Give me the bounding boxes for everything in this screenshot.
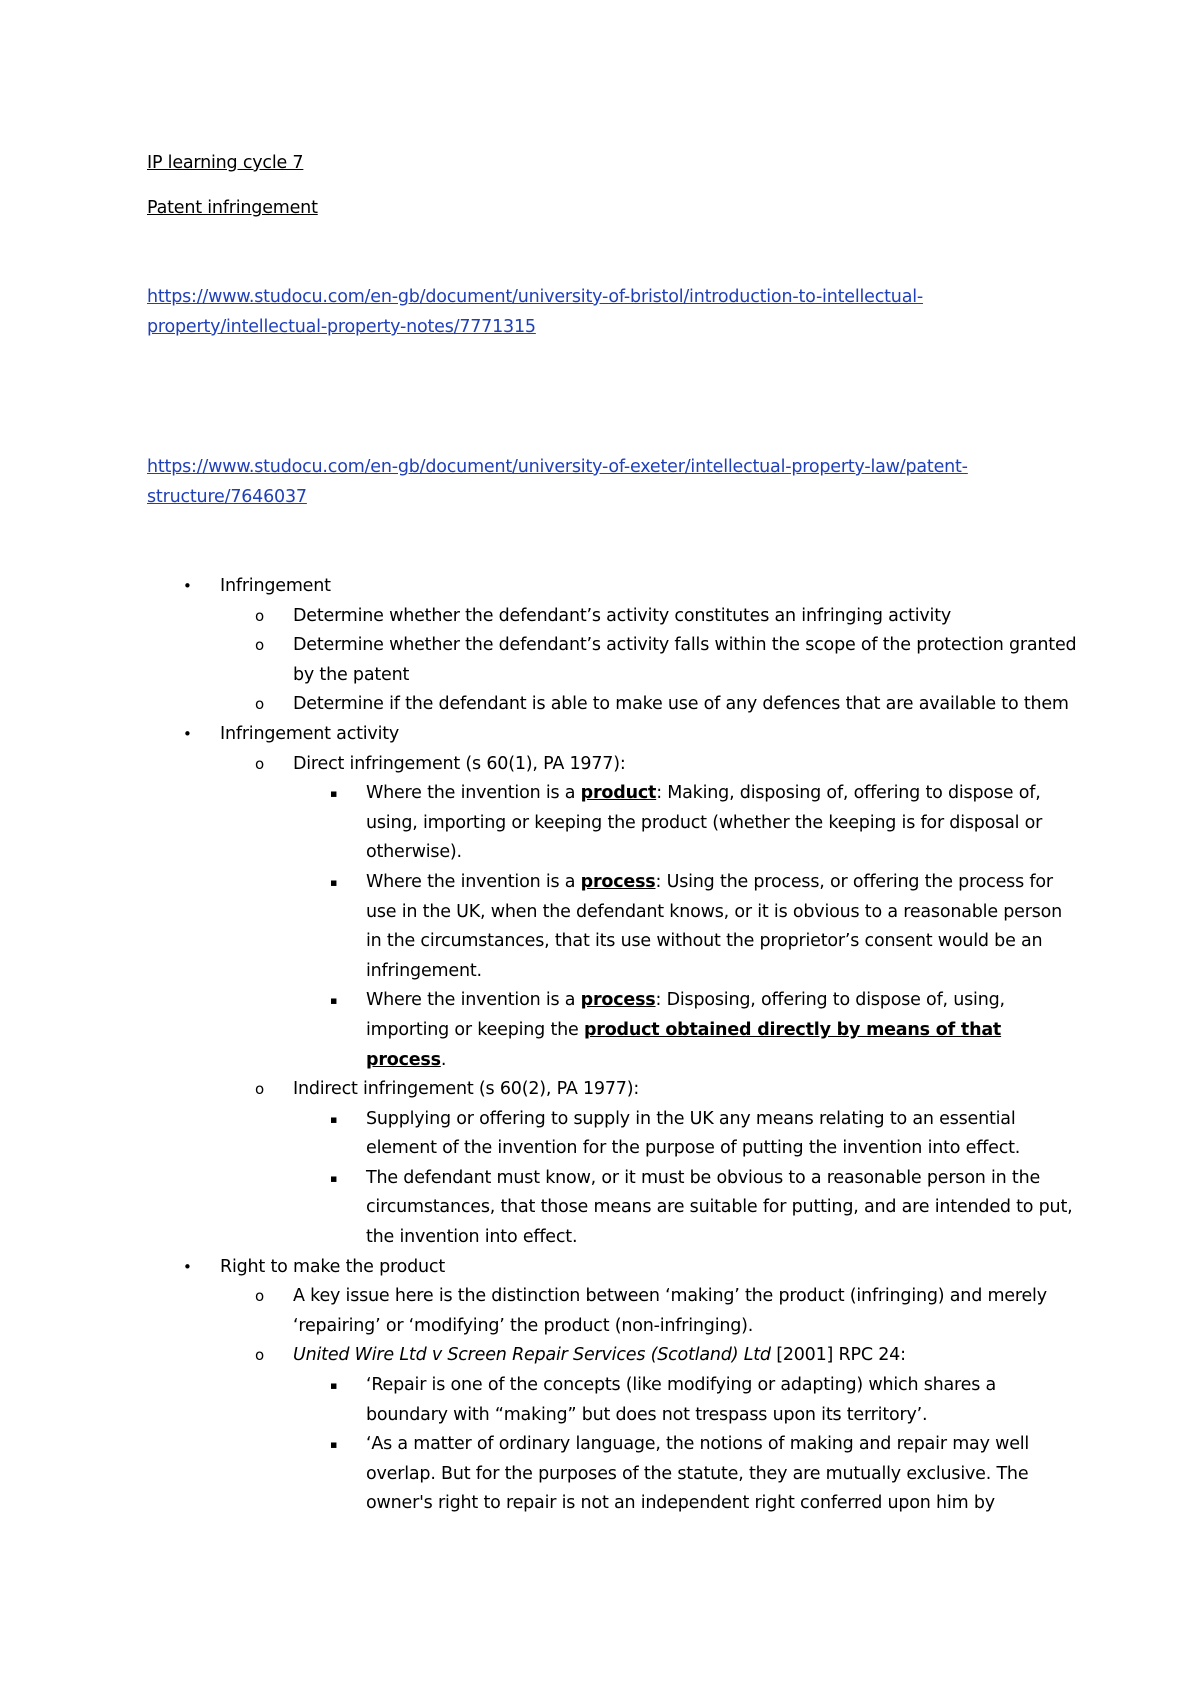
list-item: o Indirect infringement (s 60(2), PA 1977): bbox=[147, 1075, 1077, 1105]
list-item: o Determine whether the defendant’s activity constitutes an infringing activity bbox=[147, 602, 1077, 632]
square-bullet-icon: ▪ bbox=[330, 1379, 338, 1393]
circle-bullet-icon: o bbox=[255, 754, 264, 773]
link-exeter-structure[interactable]: https://www.studocu.com/en-gb/document/university-of-exeter/intellectual-property-law/patent-structure/7646037 bbox=[147, 457, 968, 507]
list-item: • Infringement bbox=[147, 572, 1077, 602]
bullet-icon: • bbox=[183, 1257, 192, 1276]
square-bullet-icon: ▪ bbox=[330, 787, 338, 801]
list-item: • Infringement activity bbox=[147, 720, 1077, 750]
list-item: ▪ Where the invention is a process: Disposing, offering to dispose of, using, importing or keeping the product obtained directly by means of that process. bbox=[147, 986, 1077, 1075]
bullet-icon: • bbox=[183, 577, 192, 595]
document-subtitle: Patent infringement bbox=[147, 198, 318, 218]
square-bullet-icon: ▪ bbox=[330, 875, 338, 889]
square-bullet-icon: ▪ bbox=[330, 1112, 338, 1126]
circle-bullet-icon: o bbox=[255, 1287, 264, 1306]
case-citation: [2001] RPC 24: bbox=[770, 1345, 906, 1366]
circle-bullet-icon: o bbox=[255, 1080, 264, 1099]
list-item: ▪ ‘Repair is one of the concepts (like modifying or adapting) which shares a boundary with “making” but does not trespass upon its territory’. bbox=[147, 1371, 1077, 1430]
circle-bullet-icon: o bbox=[255, 636, 264, 655]
bullet-icon: • bbox=[183, 724, 192, 743]
list-item: o Determine if the defendant is able to make use of any defences that are available to them bbox=[147, 690, 1077, 720]
document-title: IP learning cycle 7 bbox=[147, 153, 304, 173]
list-item bbox=[147, 1341, 1077, 1371]
case-name: United Wire Ltd v Screen Repair Services (Scotland) Ltd bbox=[293, 1345, 771, 1366]
document-body bbox=[147, 148, 1077, 1519]
circle-bullet-icon: o bbox=[255, 1346, 264, 1365]
circle-bullet-icon: o bbox=[255, 695, 264, 714]
square-bullet-icon: ▪ bbox=[330, 994, 338, 1008]
circle-bullet-icon: o bbox=[255, 606, 264, 625]
list-item: o Direct infringement (s 60(1), PA 1977): bbox=[147, 750, 1077, 780]
link-bristol-notes[interactable]: https://www.studocu.com/en-gb/document/university-of-bristol/introduction-to-intellectual-property/intellectual-property-notes/7771315 bbox=[147, 287, 924, 337]
list-item: o Determine whether the defendant’s activity falls within the scope of the protection granted by the patent bbox=[147, 631, 1077, 690]
list-item: • Right to make the product bbox=[147, 1253, 1077, 1283]
notes-list bbox=[147, 572, 1077, 1519]
square-bullet-icon: ▪ bbox=[330, 1171, 338, 1185]
list-item: ▪ The defendant must know, or it must be obvious to a reasonable person in the circumstances, that those means are suitable for putting, and are intended to put, the invention into effect. bbox=[147, 1164, 1077, 1253]
list-item: ▪ ‘As a matter of ordinary language, the notions of making and repair may well overlap. But for the purposes of the statute, they are mutually exclusive. The owner's right to repair is not an independent right conferred upon him by bbox=[147, 1430, 1077, 1519]
list-item: ▪ Where the invention is a process: Using the process, or offering the process for use in the UK, when the defendant knows, or it is obvious to a reasonable person in the circumstances, that its use without the proprietor’s consent would be an infringement. bbox=[147, 868, 1077, 986]
list-item: ▪ Supplying or offering to supply in the UK any means relating to an essential element of the invention for the purpose of putting the invention into effect. bbox=[147, 1105, 1077, 1164]
list-item: ▪ Where the invention is a product: Making, disposing of, offering to dispose of, using, importing or keeping the product (whether the keeping is for disposal or otherwise). bbox=[147, 779, 1077, 868]
square-bullet-icon: ▪ bbox=[330, 1438, 338, 1452]
list-item: o A key issue here is the distinction between ‘making’ the product (infringing) and merely ‘repairing’ or ‘modifying’ the product (non-infringing). bbox=[147, 1282, 1077, 1341]
